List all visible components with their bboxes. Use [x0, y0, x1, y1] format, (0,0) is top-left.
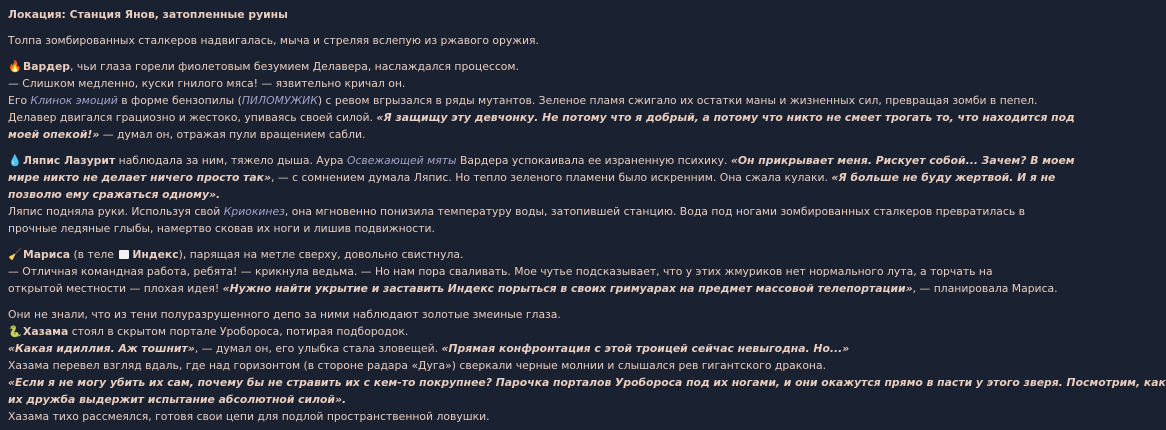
narration-text: Вардера успокаивала ее израненную психику.: [456, 154, 731, 167]
ability-name: Клинок эмоций: [30, 94, 118, 107]
intro-paragraph: Толпа зомбированных сталкеров надвигалась, мыча и стреляя вслепую из ржавого оружия.: [8, 34, 539, 47]
book-icon: [119, 250, 129, 259]
water-drop-icon: 💧: [8, 154, 22, 167]
character-name-index: Индекс: [132, 248, 179, 261]
narration-text: — думал он, отражая пули вращением сабли.: [99, 128, 366, 141]
ability-name: Криокинез: [223, 205, 285, 218]
narration-text: стоял в скрытом портале Уробороса, потирая подбородок.: [68, 325, 409, 338]
ability-name: Освежающей мяты: [346, 154, 457, 167]
character-name-lyapis: Ляпис Лазурит: [23, 154, 116, 167]
marisa-paragraph: [8, 246, 1058, 297]
narration-text: Его: [8, 94, 31, 107]
hazama-paragraph: [8, 306, 1166, 425]
narration-text: Они не знали, что из тени полуразрушенного депо за ними наблюдают золотые змеиные глаза.: [8, 308, 561, 321]
narration-text: , она мгновенно понизила температуру воды, затопившей станцию. Вода под ногами зомбированных сталкеров превратилась в: [284, 205, 1025, 218]
narration-text: Делавер двигался грациозно и жестоко, упиваясь своей силой.: [8, 111, 377, 124]
snake-icon: 🐍: [8, 325, 22, 338]
narration-text: в форме бензопилы (: [117, 94, 242, 107]
narration-text: ) с ревом вгрызался в ряды мутантов. Зеленое пламя сжигало их остатки маны и жизненных сил, превращая зомби в пепел.: [317, 94, 1038, 107]
ability-name: ПИЛОМУЖИК: [241, 94, 318, 107]
narration-text: , чьи глаза горели фиолетовым безумием Делавера, наслаждался процессом.: [70, 60, 519, 73]
narration-text: (в теле: [70, 248, 118, 261]
character-name-varder: Вардер: [23, 60, 71, 73]
narration-text: Хазама тихо рассмеялся, готовя свои цепи для подлой пространственной ловушки.: [8, 410, 490, 423]
thought-text: «Он прикрывает меня. Рискует собой... Зачем? В моем: [730, 154, 1075, 167]
narration-text: , — думал он, его улыбка стала зловещей.: [194, 342, 442, 355]
thought-text: «Я защищу эту девчонку. Не потому что я добрый, а потому что никто не смеет трогать то, что находится под: [376, 111, 1075, 124]
dialogue-line: — Отличная командная работа, ребята! — крикнула ведьма. — Но нам пора сваливать. Мое чутье подсказывает, что у этих жмуриков нет нормального лута, а торчать на: [8, 265, 993, 278]
thought-text: «Прямая конфронтация с этой троицей сейчас невыгодна. Но...»: [441, 342, 850, 355]
narration-text: Хазама перевел взгляд вдаль, где над горизонтом (в стороне радара «Дуга») сверкали черные молнии и слышался рев гигантского дракона.: [8, 359, 827, 372]
location-heading: Локация: Станция Янов, затопленные руины: [8, 8, 288, 21]
narration-text: , — планировала Мариса.: [912, 282, 1058, 295]
thought-text: «Нужно найти укрытие и заставить Индекс порыться в своих гримуарах на предмет массовой телепортации»: [222, 282, 913, 295]
narration-text: ), парящая на метле сверху, довольно свистнула.: [178, 248, 464, 261]
thought-text: мире никто не делает ничего просто так»: [8, 171, 272, 184]
varder-paragraph: [8, 58, 1075, 143]
dialogue-line: — Слишком медленно, куски гнилого мяса! — язвительно кричал он.: [8, 77, 406, 90]
thought-text: «Я больше не буду жертвой. И я не: [831, 171, 1056, 184]
thought-text: моей опекой!»: [8, 128, 100, 141]
narration-text: Ляпис подняла руки. Используя свой: [8, 205, 224, 218]
broom-icon: 🧹: [8, 248, 22, 261]
narration-text: , — с сомнением думала Ляпис. Но тепло зеленого пламени было искренним. Она сжала кулаки.: [271, 171, 832, 184]
character-name-marisa: Мариса: [23, 248, 71, 261]
character-name-hazama: Хазама: [23, 325, 69, 338]
fire-icon: 🔥: [8, 60, 22, 73]
dialogue-line: открытой местности — плохая идея!: [8, 282, 223, 295]
thought-text: их дружба выдержит испытание абсолютной силой».: [8, 393, 347, 406]
thought-text: позволю ему сражаться одному».: [8, 188, 221, 201]
narration-text: наблюдала за ним, тяжело дыша. Аура: [115, 154, 347, 167]
narration-text: прочные ледяные глыбы, намертво сковав их ноги и лишив подвижности.: [8, 222, 435, 235]
thought-text: «Если я не могу убить их сам, почему бы не стравить их с кем-то покрупнее? Парочка порталов Уробороса под их ногами, и они окажутся прямо в пасти у этого зверя. Посмотрим, как: [8, 376, 1166, 389]
thought-text: «Какая идиллия. Аж тошнит»: [8, 342, 195, 355]
lyapis-paragraph: [8, 152, 1075, 237]
